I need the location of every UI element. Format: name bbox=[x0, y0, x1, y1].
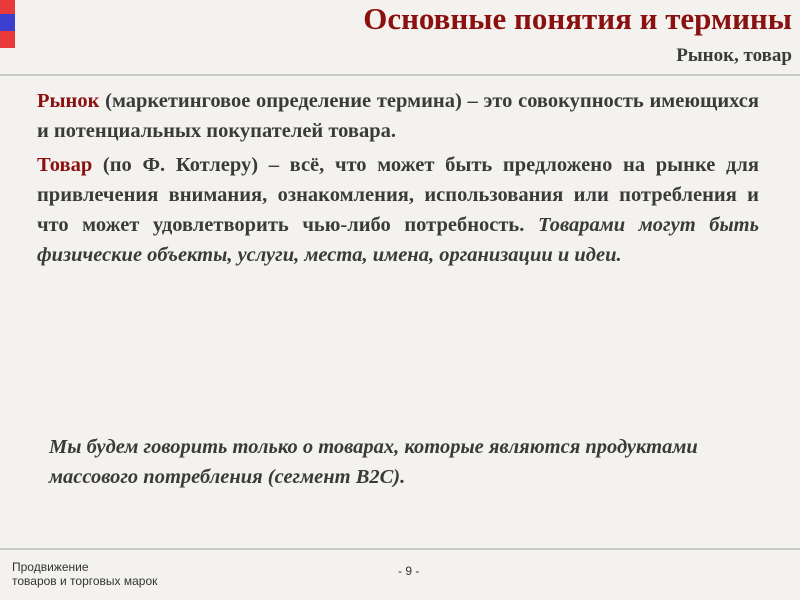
definition-market bbox=[37, 86, 759, 146]
term-product: Товар bbox=[37, 154, 93, 176]
header-divider bbox=[0, 74, 800, 76]
definition-product-italic: Товарами могут быть физические объекты, услуги, места, имена, организации и идеи. bbox=[37, 214, 759, 266]
term-market: Рынок bbox=[37, 90, 100, 112]
b2c-note: Мы будем говорить только о товарах, которые являются продуктами массового потребления (сегмент B2C). bbox=[49, 436, 698, 488]
definition-product bbox=[37, 150, 759, 270]
slide-title: Основные понятия и термины bbox=[363, 1, 792, 36]
slide-subtitle: Рынок, товар bbox=[676, 45, 792, 66]
corner-block-blue bbox=[0, 14, 15, 31]
definitions-block bbox=[37, 86, 759, 270]
footer-line-1: Продвижение bbox=[12, 560, 89, 574]
corner-block-red-top bbox=[0, 0, 15, 14]
footer-course-name bbox=[12, 560, 157, 588]
definition-product-text: (по Ф. Котлеру) – всё, что может быть предложено на рынке для привлечения внимания, ознакомления, использования или потребления и что может удовлетворить чью-либо потребность. bbox=[37, 154, 759, 236]
footer-divider bbox=[0, 548, 800, 550]
definition-market-text: (маркетинговое определение термина) – это совокупность имеющихся и потенциальных покупателей товара. bbox=[37, 90, 759, 142]
corner-block-red-bottom bbox=[0, 31, 15, 48]
page-number: - 9 - bbox=[398, 564, 420, 578]
footer-line-2: товаров и торговых марок bbox=[12, 574, 158, 588]
